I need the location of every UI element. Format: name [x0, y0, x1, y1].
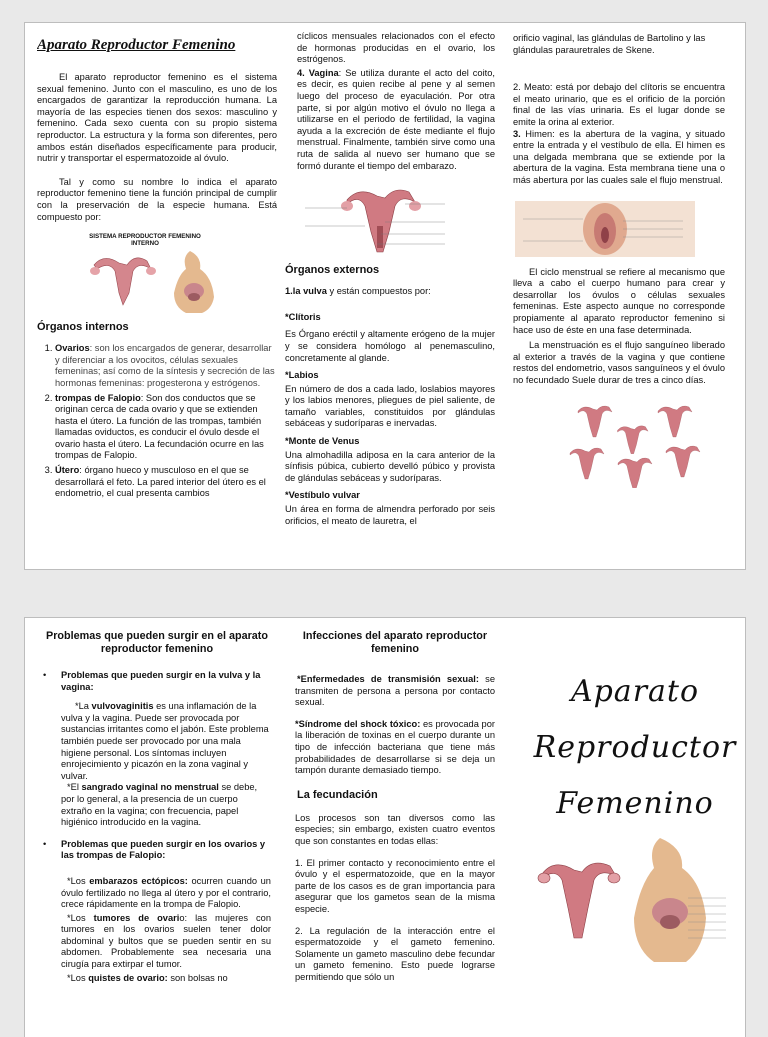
item-prefix: *El [67, 782, 82, 793]
item-term: Ovarios [55, 343, 90, 354]
list-item [285, 329, 495, 364]
item-prefix: *Los [67, 972, 89, 983]
tumor-paragraph [61, 913, 271, 971]
item-prefix: *Los [67, 875, 90, 886]
figure-caption: SISTEMA REPRODUCTOR FEMENINO INTERNO [89, 233, 201, 248]
item-prefix: *La [75, 701, 92, 712]
vulvovaginitis-paragraph [61, 701, 271, 782]
fertilization-heading: La fecundación [297, 788, 378, 801]
vulva-problems [43, 701, 271, 829]
item-text: Una almohadilla adiposa en la cara anterior de la sínfisis púbica, cubierto develló púbico y provista de glándulas sebáceas y sudoríparas. [285, 449, 495, 483]
item-term: Problemas que pueden surgir en la vulva y la vagina: [61, 670, 261, 692]
item-term: 3. [513, 128, 521, 139]
item-term: *Clítoris [285, 311, 321, 322]
item-text: Es Órgano eréctil y altamente erógeno de la mujer y se considera homólogo al penemasculino, concretamente al glande. [285, 329, 495, 363]
fertilization-intro: Los procesos son tan diversos como las especies; sin embargo, existen cuatro eventos que son constantes en todas ellas: [295, 812, 495, 846]
item-text: En número de dos a cada lado, loslabios mayores y los labios menores, pliegues de piel saliente, de tamaño variables, constituidos por glándulas sebáceas y sudoríparas e inervadas. [285, 383, 495, 429]
list-item [285, 504, 495, 527]
cover-title [530, 664, 740, 832]
meato-paragraph: 2. Meato: está por debajo del clítoris se encuentra el meato urinario, que es el orificio de la porción final de las vías urinaria. Es el lugar donde se emite la orina al exterior. [513, 82, 725, 127]
menstrual-cycle-figure [513, 396, 725, 488]
item-term: trompas de Falopio [55, 392, 141, 403]
page-2 [24, 617, 746, 1037]
item-text: : Se utiliza durante el acto del coito, es decir, es quien recibe al pene y al semen luego del proceso de eyaculación. Por otra parte, si por algún motivo el óvulo no llega a utilizarse en el periodo de fertilidad, la vagina ayuda a la excreción de éste mediante el flujo menstrual. Finalmente, también sirve como una ruta de salida al nuevo ser humano que se formó durante el tiempo del embarazo. [297, 67, 495, 171]
menstrual-cycle-paragraph: El ciclo menstrual se refiere al mecanismo que lleva a cabo el cuerpo humano para crear y desarrollar los óvulos o células sexuales femeninas. Este aspecto aunque no corresponde propiamente al aparato reproductor femenino si hace uso de éste en una fase determinada. [513, 266, 725, 335]
vulva-diagram [513, 197, 725, 259]
item-text: ocurren cuando un óvulo fertilizado no llega al útero y por el contrario, crece rápidamente en la trompa de Falopio. [61, 875, 271, 910]
fertilization-step-1: 1. El primer contacto y reconocimiento entre el óvulo y el espermatozoide, que en la mayor parte de los casos es de gran importancia para asegurar que los gametos sean de la misma especie. [295, 857, 495, 914]
item-term: Problemas que pueden surgir en los ovarios y las trompas de Falopio: [61, 838, 266, 861]
item-term: quistes de ovario: [88, 972, 168, 983]
list-item [285, 490, 495, 502]
item-text: Himen: es la abertura de la vagina, y situado entre la entrada y el vestíbulo de ella. El himen es una delgada membrana que se extiende por la abertura de la vagina. Esta membrana tiene una o más abertura por las cuales sale el flujo menstrual. [513, 128, 725, 185]
item-term: *Enfermedades de transmisión sexual: [297, 674, 479, 684]
item-text: : son los encargados de generar, desarrollar y diferenciar a los ovocitos, células sexuales femeninas; así como de la síntesis y secreción de las hormonas femeninas: progesterona y estrógenos. [55, 343, 275, 388]
external-organs-heading: Órganos externos [285, 264, 380, 277]
cover-anatomy-diagram [530, 838, 740, 1008]
page1-column-2 [285, 23, 495, 533]
page1-column-1 [37, 23, 277, 503]
ovary-problems [43, 876, 271, 984]
item-text: : órgano hueco y musculoso en el que se desarrollará el feto. La pared interior del útero es el endometrio, el cual presenta cambios [55, 465, 266, 499]
cover-title-line-3: Femenino [556, 786, 714, 821]
uterus-labeled-diagram [285, 182, 495, 258]
bleeding-paragraph [61, 782, 271, 828]
uterus-continued: cíclicos mensuales relacionados con el efecto de hormonas producidas en el ovario, los estrógenos. [297, 31, 495, 65]
cover-title-line-1: Aparato [570, 674, 700, 709]
menstruation-paragraph: La menstruación es el flujo sanguíneo liberado al exterior a través de la vagina y que contiene restos del endometrio, vasos sanguíneos y el óvulo no fecundado Suele durar de tres a cinco días. [513, 340, 725, 385]
vestibule-continued: orificio vaginal, las glándulas de Bartolino y las glándulas parauretrales de Skene. [513, 33, 706, 55]
item-text: o: las mujeres con tumores en los ovarios suelen tener dolor abdominal y bultos que se pueden sentir en su abdomen. Probablemente sea necesaria una cirugía para extirpar el tumor. [61, 912, 271, 970]
list-item [285, 450, 495, 485]
uterus-labeled-figure [285, 182, 495, 258]
item-term: tumores de ovari [93, 912, 180, 923]
item-term: 4. Vagina [297, 67, 339, 78]
item-term: vulvovaginitis [91, 701, 154, 712]
ectopic-paragraph [61, 876, 271, 911]
item-prefix: *Los [67, 912, 94, 923]
list-item [55, 343, 277, 389]
item-term: *Vestíbulo vulvar [285, 490, 360, 501]
item-text: es provocada por la liberación de toxinas en el cuerpo durante un tipo de infección bacteriana que tiene más probabilidades de desarrollarse si se deja un tampón durante demasiado tiempo. [295, 718, 495, 776]
item-text: : Son dos conductos que se originan cerca de cada ovario y que se extienden hasta el útero. La función de las trompas, también llamadas oviductos, es conducir el óvulo desde el ovario hasta el útero. La fecundación ocurre en las trompas de Falopio. [55, 392, 264, 461]
internal-organs-heading: Órganos internos [37, 321, 129, 334]
std-paragraph [295, 674, 495, 709]
item-term: *Síndrome del shock tóxico: [295, 718, 421, 729]
vagina-paragraph [285, 68, 495, 172]
cycle-diagram [513, 396, 725, 488]
cover-title-line-2: Reproductor [533, 730, 737, 765]
list-item [55, 465, 277, 500]
list-item [285, 384, 495, 430]
item-term: sangrado vaginal no menstrual [81, 782, 219, 793]
item-text: son bolsas no [167, 972, 228, 983]
internal-organs-list [37, 343, 277, 500]
page2-column-3-cover [530, 618, 740, 1008]
item-text: se debe, por lo general, a la presencia de un cuerpo extraño en la vagina; con frecuencia, papel higiénico introducido en la vagina. [61, 782, 258, 828]
problems-heading: Problemas que pueden surgir en el aparato reproductor femenino [46, 630, 268, 655]
internal-anatomy-figure [37, 233, 277, 315]
page1-column-3 [513, 23, 725, 488]
page-1 [24, 22, 746, 570]
list-item [285, 312, 495, 324]
page2-column-2 [295, 618, 495, 993]
intro-paragraph-2: Tal y como su nombre lo indica el aparato reproductor femenino tiene la función principal de cumplir con la preservación de la especie humana. Está compuesto por: [37, 176, 277, 222]
item-text: se transmiten de persona a persona por contacto sexual. [295, 674, 495, 708]
toxic-shock-paragraph [295, 719, 495, 777]
fertilization-step-2: 2. La regulación de la interacción entre el espermatozoide y el gameto femenino. Solamente un gameto masculino debe fecundar un gameto femenino. Esto puede lograrse permitiendo que sólo un [295, 925, 495, 982]
item-text: es una inflamación de la vulva y la vagina. Puede ser provocada por sustancias irritantes como el jabón. Este problema también puede ser provocado por una mala higiene personal. Los síntomas incluyen enrojecimiento y picazón en la zona vaginal y vulvar. [61, 701, 269, 781]
cover-anatomy-figure [530, 838, 740, 1008]
uterus-diagram [37, 233, 277, 315]
external-anatomy-figure [513, 197, 725, 259]
document-title: Aparato Reproductor Femenino [37, 37, 236, 53]
external-intro [285, 286, 495, 298]
item-term: embarazos ectópicos: [89, 875, 188, 886]
list-item [285, 436, 495, 448]
list-item [285, 370, 495, 382]
list-item [55, 393, 277, 463]
item-term: *Monte de Venus [285, 436, 360, 447]
himen-paragraph [513, 129, 725, 187]
list-item: • Problemas que pueden surgir en la vulva y la vagina: [43, 670, 271, 693]
list-item: • Problemas que pueden surgir en los ovarios y las trompas de Falopio: [43, 839, 271, 862]
item-term: 1.la vulva [285, 286, 327, 297]
item-term: *Labios [285, 370, 319, 381]
external-organs-list [285, 312, 495, 528]
cyst-paragraph [61, 973, 271, 985]
infections-heading: Infecciones del aparato reproductor femenino [302, 630, 488, 655]
page2-column-1 [43, 618, 271, 994]
item-text: y están compuestos por: [326, 286, 431, 297]
intro-paragraph: El aparato reproductor femenino es el sistema sexual femenino. Junto con el masculino, es uno de los encargados de garantizar la reproducción humana. La mayoría de las especies tienen dos sexos: masculino y femenino. Cada sexo cuenta con su propio sistema reproductor. La estructura y la forma son diferentes, pero ambos están diseñados específicamente para producir, nutrir y transportar el espermatozoide al óvulo. [37, 72, 277, 164]
item-text: Un área en forma de almendra perforado por seis orificios, el meato de lauretra, el [285, 504, 495, 526]
item-term: Útero [55, 465, 80, 476]
